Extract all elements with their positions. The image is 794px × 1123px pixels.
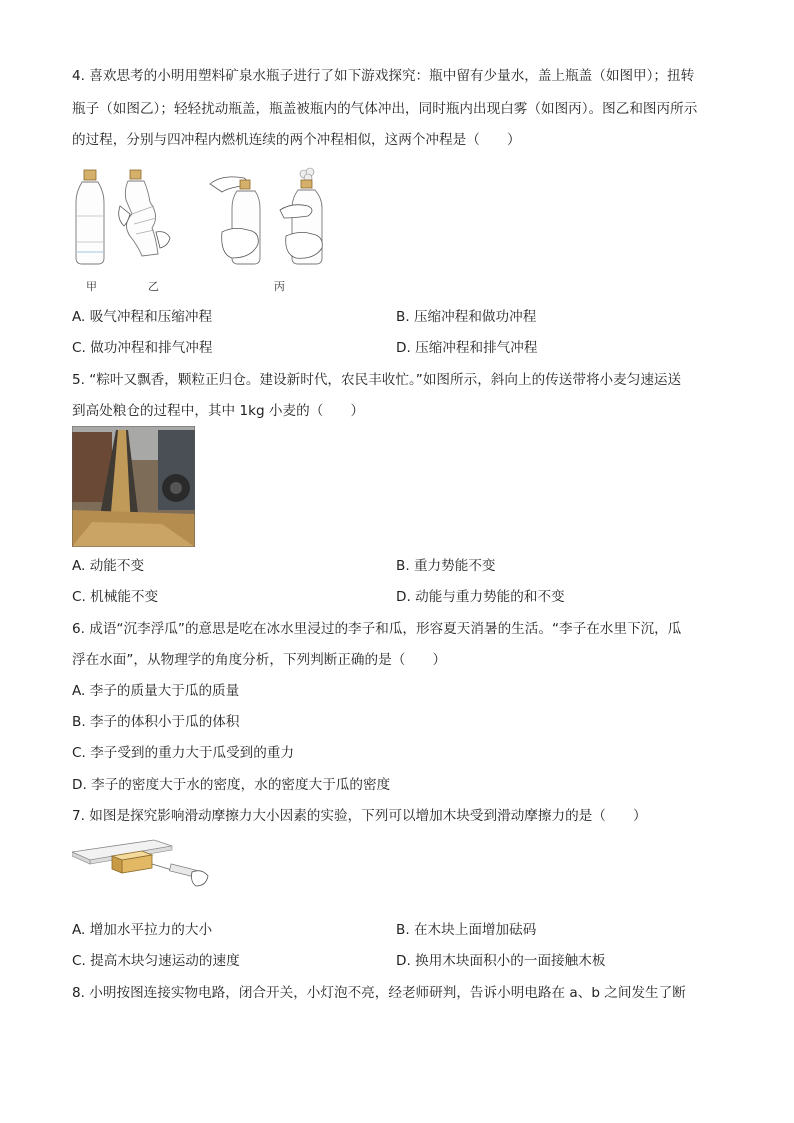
q4-option-b: B. 压缩冲程和做功冲程 (396, 309, 537, 325)
q4-option-d: D. 压缩冲程和排气冲程 (396, 340, 538, 356)
q7-option-d: D. 换用木块面积小的一面接触木板 (396, 953, 606, 969)
q4-stem-line2: 瓶子（如图乙）；轻轻扰动瓶盖，瓶盖被瓶内的气体冲出，同时瓶内出现白雾（如图丙）。图乙和图丙所示 (72, 101, 698, 117)
q4-stem-line1: 4. 喜欢思考的小明用塑料矿泉水瓶子进行了如下游戏探究：瓶中留有少量水，盖上瓶盖（如图甲）；扭转 (72, 68, 695, 84)
q7-option-b: B. 在木块上面增加砝码 (396, 922, 537, 938)
q6-stem-line1: 6. 成语“沉李浮瓜”的意思是吃在冰水里浸过的李子和瓜，形容夏天消暑的生活。“李子在水里下沉，瓜 (72, 621, 682, 637)
q6-option-c: C. 李子受到的重力大于瓜受到的重力 (72, 745, 295, 761)
q8-stem-line1: 8. 小明按图连接实物电路，闭合开关，小灯泡不亮，经老师研判，告诉小明电路在 a、b 之间发生了断 (72, 985, 686, 1001)
q5-option-d: D. 动能与重力势能的和不变 (396, 589, 565, 605)
q6-stem-line2: 浮在水面”，从物理学的角度分析，下列判断正确的是（ ） (72, 652, 447, 668)
q6-option-b: B. 李子的体积小于瓜的体积 (72, 714, 240, 730)
q4-stem-line3: 的过程，分别与四冲程内燃机连续的两个冲程相似，这两个冲程是（ ） (72, 132, 521, 148)
q7-option-a: A. 增加水平拉力的大小 (72, 922, 213, 938)
caption-bing: 丙 (274, 280, 285, 293)
q6-option-a: A. 李子的质量大于瓜的质量 (72, 683, 240, 699)
q5-option-c: C. 机械能不变 (72, 589, 159, 605)
q7-option-c: C. 提高木块匀速运动的速度 (72, 953, 240, 969)
q5-option-b: B. 重力势能不变 (396, 558, 496, 574)
conveyor-belt-photo (72, 426, 195, 547)
q6-option-d: D. 李子的密度大于水的密度，水的密度大于瓜的密度 (72, 777, 391, 793)
q5-option-a: A. 动能不变 (72, 558, 145, 574)
caption-jia: 甲 (86, 280, 97, 293)
bottle-bing1-illustration (210, 177, 260, 264)
caption-yi: 乙 (148, 280, 159, 293)
bottle-yi-illustration (119, 170, 170, 256)
q4-option-a: A. 吸气冲程和压缩冲程 (72, 309, 213, 325)
friction-experiment-figure (72, 838, 212, 900)
q5-stem-line2: 到高处粮仓的过程中，其中 1kg 小麦的（ ） (72, 403, 365, 419)
bottle-experiment-figure (72, 166, 342, 270)
q5-stem-line1: 5. “粽叶又飘香，颗粒正归仓。建设新时代，农民丰收忙。”如图所示，斜向上的传送带将小麦匀速运送 (72, 372, 682, 388)
q7-stem-line1: 7. 如图是探究影响滑动摩擦力大小因素的实验，下列可以增加木块受到滑动摩擦力的是（ ） (72, 808, 647, 824)
q4-option-c: C. 做功冲程和排气冲程 (72, 340, 213, 356)
bottle-bing2-illustration (280, 168, 322, 264)
bottle-jia-illustration (76, 170, 104, 264)
